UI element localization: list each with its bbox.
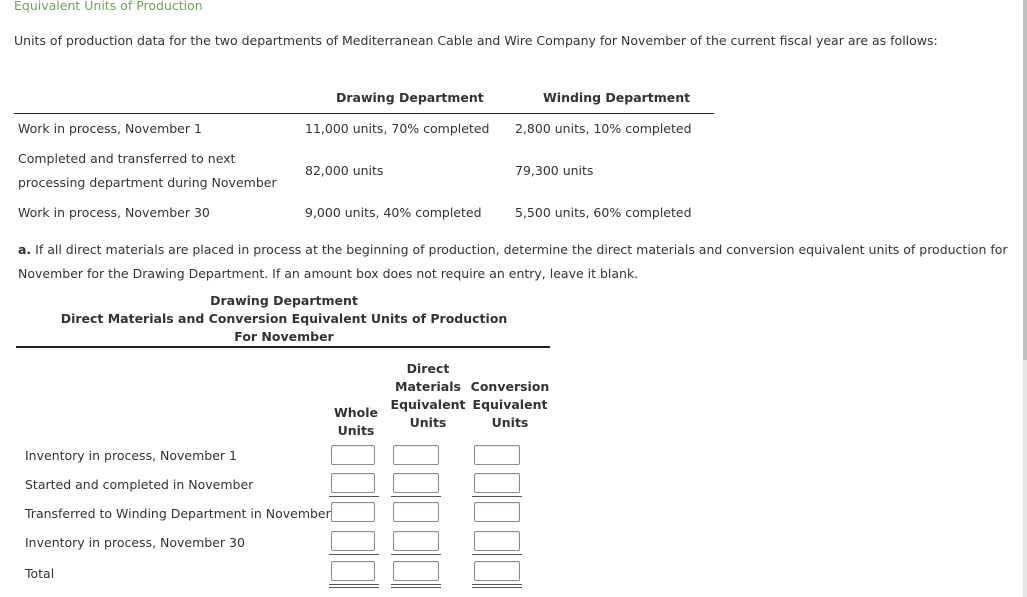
subtotal-rule bbox=[472, 554, 522, 555]
input-conv-started-completed[interactable] bbox=[474, 473, 520, 493]
input-dm-started-completed[interactable] bbox=[393, 473, 439, 493]
intro-text: Units of production data for the two departments of Mediterranean Cable and Wire Company for November of the current fiscal year are as follows: bbox=[14, 33, 938, 48]
subtotal-rule bbox=[391, 554, 441, 555]
schedule-heading-title: Direct Materials and Conversion Equivalent Units of Production bbox=[60, 311, 508, 326]
schedule-row-label: Started and completed in November bbox=[25, 477, 254, 492]
input-dm-transferred[interactable] bbox=[393, 502, 439, 522]
input-dm-total[interactable] bbox=[393, 561, 439, 581]
question-letter: a. bbox=[18, 242, 32, 257]
cell-drawing-wip-nov1: 11,000 units, 70% completed bbox=[305, 121, 490, 136]
total-double-rule bbox=[391, 584, 441, 588]
subtotal-rule bbox=[329, 496, 379, 497]
schedule-heading-department: Drawing Department bbox=[210, 293, 358, 308]
page-title: Equivalent Units of Production bbox=[14, 0, 203, 13]
question-line2: November for the Drawing Department. If an amount box does not require an entry, leave it blank. bbox=[18, 266, 639, 281]
col-header-whole-units: Whole Units bbox=[333, 405, 379, 438]
total-double-rule bbox=[329, 584, 379, 588]
vertical-scrollbar-thumb[interactable] bbox=[1023, 0, 1027, 360]
row-label-completed-line1: Completed and transferred to next bbox=[18, 151, 236, 166]
input-whole-total[interactable] bbox=[331, 561, 375, 581]
schedule-row-label-total: Total bbox=[25, 566, 55, 581]
row-label-wip-nov30: Work in process, November 30 bbox=[18, 205, 210, 220]
input-conv-total[interactable] bbox=[474, 561, 520, 581]
question-text-line1: If all direct materials are placed in process at the beginning of production, determine the direct materials and conversion equivalent units of production for bbox=[35, 242, 1008, 257]
question-line1 bbox=[18, 242, 1008, 257]
schedule-heading-rule bbox=[16, 346, 550, 348]
schedule-row-label: Transferred to Winding Department in November bbox=[25, 506, 331, 521]
cell-winding-wip-nov30: 5,500 units, 60% completed bbox=[515, 205, 692, 220]
row-label-wip-nov1: Work in process, November 1 bbox=[18, 121, 202, 136]
col-header-direct-materials: Direct Materials Equivalent Units bbox=[390, 361, 466, 430]
input-dm-inventory-nov1[interactable] bbox=[393, 445, 439, 465]
input-whole-transferred[interactable] bbox=[331, 502, 375, 522]
cell-winding-completed: 79,300 units bbox=[515, 163, 594, 178]
header-winding-department: Winding Department bbox=[543, 90, 691, 105]
schedule-heading-period: For November bbox=[234, 329, 334, 344]
table-header-rule bbox=[14, 113, 714, 114]
input-whole-inventory-nov30[interactable] bbox=[331, 531, 375, 551]
schedule-row-label: Inventory in process, November 1 bbox=[25, 448, 237, 463]
input-conv-inventory-nov1[interactable] bbox=[474, 445, 520, 465]
subtotal-rule bbox=[329, 554, 379, 555]
cell-drawing-completed: 82,000 units bbox=[305, 163, 384, 178]
input-conv-inventory-nov30[interactable] bbox=[474, 531, 520, 551]
input-whole-inventory-nov1[interactable] bbox=[331, 445, 375, 465]
schedule-row-label: Inventory in process, November 30 bbox=[25, 535, 245, 550]
col-header-conversion: Conversion Equivalent Units bbox=[470, 379, 550, 430]
total-double-rule bbox=[472, 584, 522, 588]
row-label-completed-line2: processing department during November bbox=[18, 175, 277, 190]
input-dm-inventory-nov30[interactable] bbox=[393, 531, 439, 551]
subtotal-rule bbox=[391, 496, 441, 497]
subtotal-rule bbox=[472, 496, 522, 497]
header-drawing-department: Drawing Department bbox=[336, 90, 484, 105]
cell-drawing-wip-nov30: 9,000 units, 40% completed bbox=[305, 205, 482, 220]
input-conv-transferred[interactable] bbox=[474, 502, 520, 522]
input-whole-started-completed[interactable] bbox=[331, 473, 375, 493]
cell-winding-wip-nov1: 2,800 units, 10% completed bbox=[515, 121, 692, 136]
